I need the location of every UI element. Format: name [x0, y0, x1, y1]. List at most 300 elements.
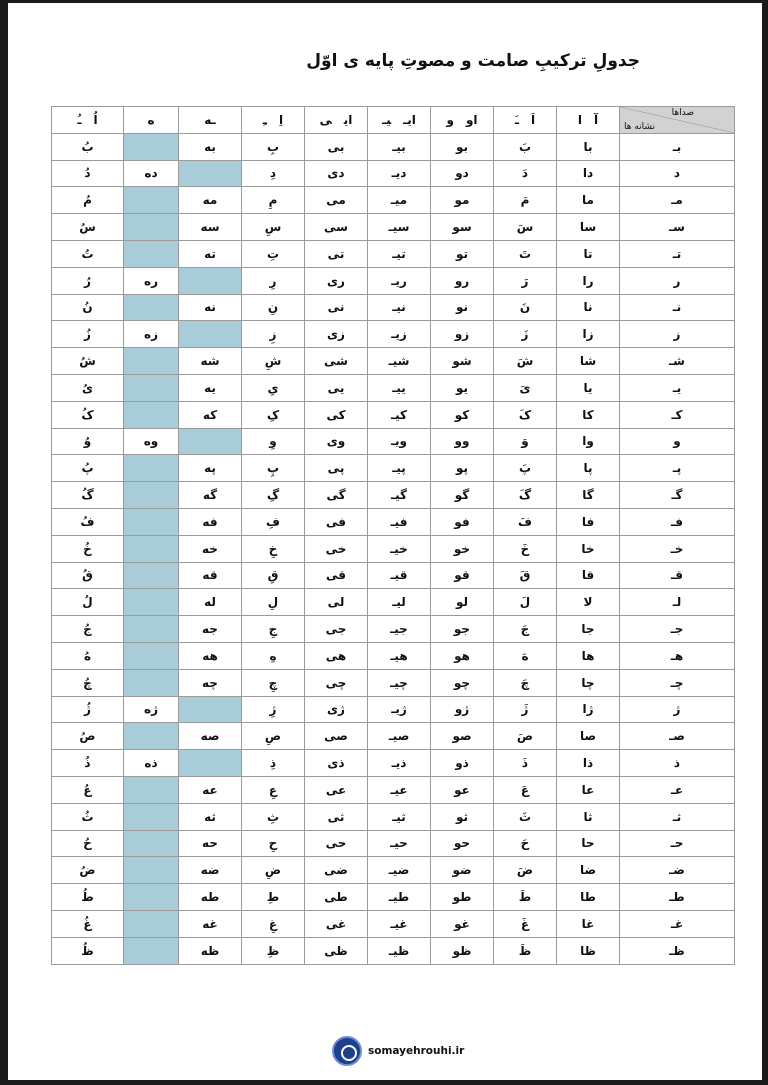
- syllable-cell: مِ: [242, 187, 305, 214]
- syllable-cell: رِ: [242, 267, 305, 294]
- syllable-cell: گِ: [242, 482, 305, 509]
- syllable-cell: قُ: [52, 562, 124, 589]
- table-row: [52, 857, 735, 884]
- syllable-cell: صا: [557, 723, 620, 750]
- syllable-cell: پَ: [494, 455, 557, 482]
- syllable-cell: زَ: [494, 321, 557, 348]
- table-row: [52, 267, 735, 294]
- consonant-cell: لـ: [620, 589, 735, 616]
- syllable-cell: غه: [179, 910, 242, 937]
- vowel-header-glyph: ا: [577, 112, 582, 127]
- table-row: [52, 803, 735, 830]
- consonant-cell: د: [620, 160, 735, 187]
- syllable-cell: جَ: [494, 616, 557, 643]
- shaded-cell: [124, 857, 179, 884]
- syllable-cell: تی: [305, 240, 368, 267]
- syllable-cell: رَ: [494, 267, 557, 294]
- consonant-cell: ثـ: [620, 803, 735, 830]
- syllable-cell: قَ: [494, 562, 557, 589]
- table-row: [52, 616, 735, 643]
- consonant-cell: طـ: [620, 884, 735, 911]
- syllable-cell: غو: [431, 910, 494, 937]
- consonant-cell: ضـ: [620, 857, 735, 884]
- consonant-cell: کـ: [620, 401, 735, 428]
- consonant-cell: ژ: [620, 696, 735, 723]
- syllable-cell: ذَ: [494, 750, 557, 777]
- syllable-cell: وا: [557, 428, 620, 455]
- syllable-cell: جِ: [242, 616, 305, 643]
- consonant-cell: پـ: [620, 455, 735, 482]
- syllable-cell: ثا: [557, 803, 620, 830]
- vowel-header-glyph: ـُ: [77, 112, 82, 127]
- syllable-cell: خَ: [494, 535, 557, 562]
- syllable-cell: پِ: [242, 455, 305, 482]
- syllable-cell: هُ: [52, 642, 124, 669]
- syllable-cell: دا: [557, 160, 620, 187]
- syllable-cell: ژَ: [494, 696, 557, 723]
- syllable-cell: ظَ: [494, 937, 557, 964]
- syllable-cell: ثیـ: [368, 803, 431, 830]
- syllable-cell: سا: [557, 214, 620, 241]
- shaded-cell: [124, 884, 179, 911]
- syllable-cell: کا: [557, 401, 620, 428]
- syllable-cell: فه: [179, 508, 242, 535]
- syllable-cell: دی: [305, 160, 368, 187]
- syllable-cell: می: [305, 187, 368, 214]
- syllable-cell: گه: [179, 482, 242, 509]
- syllable-cell: شو: [431, 348, 494, 375]
- table-row: [52, 374, 735, 401]
- syllable-cell: گی: [305, 482, 368, 509]
- syllable-cell: دو: [431, 160, 494, 187]
- syllable-cell: تا: [557, 240, 620, 267]
- page-title: جدولِ ترکیبِ صامت و مصوتِ پایه ی اوّل: [306, 51, 640, 71]
- syllable-cell: مُ: [52, 187, 124, 214]
- syllable-cell: طو: [431, 884, 494, 911]
- vowel-header-cell: [242, 107, 305, 134]
- syllable-cell: بی: [305, 133, 368, 160]
- syllable-cell: فِ: [242, 508, 305, 535]
- syllable-cell: هه: [179, 642, 242, 669]
- corner-header-cell: [620, 107, 735, 134]
- syllable-cell: گا: [557, 482, 620, 509]
- table-row: [52, 321, 735, 348]
- vowel-header-cell: [124, 107, 179, 134]
- syllable-cell: شا: [557, 348, 620, 375]
- table-row: [52, 160, 735, 187]
- syllable-cell: ضه: [179, 857, 242, 884]
- shaded-cell: [124, 294, 179, 321]
- syllable-cell: پا: [557, 455, 620, 482]
- syllable-cell: حا: [557, 830, 620, 857]
- syllable-cell: شیـ: [368, 348, 431, 375]
- syllable-cell: لیـ: [368, 589, 431, 616]
- syllable-cell: گُ: [52, 482, 124, 509]
- vowel-header-cell: [368, 107, 431, 134]
- header-row: [52, 107, 735, 134]
- syllable-cell: ضِ: [242, 857, 305, 884]
- syllable-cell: فُ: [52, 508, 124, 535]
- shaded-cell: [124, 240, 179, 267]
- consonant-cell: نـ: [620, 294, 735, 321]
- syllable-cell: خُ: [52, 535, 124, 562]
- syllable-cell: یَ: [494, 374, 557, 401]
- consonant-cell: ظـ: [620, 937, 735, 964]
- syllable-cell: جیـ: [368, 616, 431, 643]
- shaded-cell: [124, 723, 179, 750]
- consonant-cell: غـ: [620, 910, 735, 937]
- table-row: [52, 910, 735, 937]
- syllable-cell: زو: [431, 321, 494, 348]
- shaded-cell: [124, 937, 179, 964]
- shaded-cell: [124, 482, 179, 509]
- table-row: [52, 750, 735, 777]
- syllable-cell: پی: [305, 455, 368, 482]
- table-row: [52, 696, 735, 723]
- syllable-cell: عَ: [494, 776, 557, 803]
- table-row: [52, 133, 735, 160]
- syllable-cell: غیـ: [368, 910, 431, 937]
- consonant-cell: ز: [620, 321, 735, 348]
- syllable-cell: لُ: [52, 589, 124, 616]
- vowel-header-glyph: ی: [319, 112, 332, 127]
- vowel-header-glyph: ـه: [204, 112, 216, 127]
- table-row: [52, 508, 735, 535]
- syllable-cell: وُ: [52, 428, 124, 455]
- syllable-cell: طیـ: [368, 884, 431, 911]
- syllable-cell: ثه: [179, 803, 242, 830]
- syllable-cell: فا: [557, 508, 620, 535]
- syllable-cell: ثو: [431, 803, 494, 830]
- syllable-cell: صو: [431, 723, 494, 750]
- syllable-cell: عُ: [52, 776, 124, 803]
- vowel-header-glyph: و: [446, 112, 454, 127]
- table-row: [52, 240, 735, 267]
- syllable-cell: جه: [179, 616, 242, 643]
- syllable-cell: سَ: [494, 214, 557, 241]
- syllable-cell: حی: [305, 830, 368, 857]
- syllable-cell: ره: [124, 267, 179, 294]
- consonant-cell: خـ: [620, 535, 735, 562]
- syllable-cell: یا: [557, 374, 620, 401]
- syllable-cell: سو: [431, 214, 494, 241]
- syllable-cell: بو: [431, 133, 494, 160]
- syllable-cell: تُ: [52, 240, 124, 267]
- syllable-cell: کی: [305, 401, 368, 428]
- syllable-cell: ظا: [557, 937, 620, 964]
- consonant-cell: جـ: [620, 616, 735, 643]
- shaded-cell: [124, 910, 179, 937]
- syllable-cell: گَ: [494, 482, 557, 509]
- syllable-cell: عه: [179, 776, 242, 803]
- syllable-cell: بَ: [494, 133, 557, 160]
- syllable-cell: غُ: [52, 910, 124, 937]
- syllable-cell: هی: [305, 642, 368, 669]
- shaded-cell: [124, 776, 179, 803]
- syllable-cell: دَ: [494, 160, 557, 187]
- syllable-cell: غَ: [494, 910, 557, 937]
- syllable-cell: وِ: [242, 428, 305, 455]
- consonant-cell: و: [620, 428, 735, 455]
- table-row: [52, 401, 735, 428]
- syllable-cell: شِ: [242, 348, 305, 375]
- syllable-cell: ظی: [305, 937, 368, 964]
- syllable-cell: ده: [124, 160, 179, 187]
- syllable-cell: ظه: [179, 937, 242, 964]
- syllable-cell: وه: [124, 428, 179, 455]
- vowel-header-glyph: آ: [594, 112, 599, 127]
- shaded-cell: [179, 321, 242, 348]
- syllable-cell: غا: [557, 910, 620, 937]
- table-row: [52, 830, 735, 857]
- shaded-cell: [179, 696, 242, 723]
- syllable-cell: نیـ: [368, 294, 431, 321]
- table-row: [52, 776, 735, 803]
- consonant-cell: بـ: [620, 133, 735, 160]
- syllable-cell: خو: [431, 535, 494, 562]
- syllable-cell: جا: [557, 616, 620, 643]
- table-row: [52, 187, 735, 214]
- syllable-cell: که: [179, 401, 242, 428]
- vowel-header-cell: [305, 107, 368, 134]
- syllable-cell: قیـ: [368, 562, 431, 589]
- vowel-header-glyph: اَ: [530, 112, 536, 127]
- syllable-cell: زی: [305, 321, 368, 348]
- syllable-cell: زِ: [242, 321, 305, 348]
- vowel-header-glyph: ه: [147, 112, 155, 127]
- syllable-cell: نه: [179, 294, 242, 321]
- syllable-cell: تو: [431, 240, 494, 267]
- syllable-cell: ظِ: [242, 937, 305, 964]
- syllable-cell: عیـ: [368, 776, 431, 803]
- syllable-cell: قا: [557, 562, 620, 589]
- syllable-cell: صِ: [242, 723, 305, 750]
- syllable-cell: هِ: [242, 642, 305, 669]
- shaded-cell: [124, 669, 179, 696]
- vowel-header-cell: [431, 107, 494, 134]
- syllable-cell: یی: [305, 374, 368, 401]
- syllable-cell: فو: [431, 508, 494, 535]
- syllable-cell: طا: [557, 884, 620, 911]
- table-row: [52, 348, 735, 375]
- consonant-cell: مـ: [620, 187, 735, 214]
- shaded-cell: [124, 348, 179, 375]
- vowel-header-cell: [179, 107, 242, 134]
- table-row: [52, 294, 735, 321]
- syllable-cell: چو: [431, 669, 494, 696]
- shaded-cell: [179, 428, 242, 455]
- syllable-cell: گیـ: [368, 482, 431, 509]
- syllable-cell: وو: [431, 428, 494, 455]
- syllable-cell: ضا: [557, 857, 620, 884]
- table-row: [52, 884, 735, 911]
- shaded-cell: [124, 616, 179, 643]
- syllable-cell: رُ: [52, 267, 124, 294]
- consonant-cell: ر: [620, 267, 735, 294]
- syllable-cell: شی: [305, 348, 368, 375]
- vowel-header-cell: [494, 107, 557, 134]
- syllable-cell: عِ: [242, 776, 305, 803]
- syllable-cell: ته: [179, 240, 242, 267]
- syllable-cell: چه: [179, 669, 242, 696]
- syllable-cell: ثِ: [242, 803, 305, 830]
- syllable-cell: صُ: [52, 723, 124, 750]
- syllable-cell: صی: [305, 723, 368, 750]
- syllable-cell: ها: [557, 642, 620, 669]
- syllable-cell: وی: [305, 428, 368, 455]
- consonant-cell: شـ: [620, 348, 735, 375]
- syllable-cell: طُ: [52, 884, 124, 911]
- syllable-cell: ذیـ: [368, 750, 431, 777]
- syllable-cell: چا: [557, 669, 620, 696]
- syllable-cell: گو: [431, 482, 494, 509]
- syllable-cell: بُ: [52, 133, 124, 160]
- syllable-cell: جو: [431, 616, 494, 643]
- consonant-cell: فـ: [620, 508, 735, 535]
- syllable-cell: ثُ: [52, 803, 124, 830]
- syllable-cell: ضُ: [52, 857, 124, 884]
- syllable-cell: عی: [305, 776, 368, 803]
- corner-label-sounds: صداها: [671, 108, 694, 118]
- syllable-cell: لی: [305, 589, 368, 616]
- corner-label-signs: نشانه ها: [624, 121, 655, 132]
- consonant-cell: ذ: [620, 750, 735, 777]
- syllable-cell: غی: [305, 910, 368, 937]
- syllable-cell: مه: [179, 187, 242, 214]
- syllable-cell: نِ: [242, 294, 305, 321]
- syllable-cell: فَ: [494, 508, 557, 535]
- syllable-cell: ضو: [431, 857, 494, 884]
- syllable-cell: پو: [431, 455, 494, 482]
- vowel-header-cell: [557, 107, 620, 134]
- syllable-cell: لِ: [242, 589, 305, 616]
- syllable-cell: پُ: [52, 455, 124, 482]
- syllable-cell: جی: [305, 616, 368, 643]
- syllable-cell: مو: [431, 187, 494, 214]
- syllable-cell: لو: [431, 589, 494, 616]
- syllable-cell: چِ: [242, 669, 305, 696]
- shaded-cell: [124, 133, 179, 160]
- syllable-cell: نو: [431, 294, 494, 321]
- syllable-cell: خِ: [242, 535, 305, 562]
- syllable-cell: تَ: [494, 240, 557, 267]
- syllable-cell: چُ: [52, 669, 124, 696]
- table-row: [52, 589, 735, 616]
- syllable-cell: په: [179, 455, 242, 482]
- consonant-cell: تـ: [620, 240, 735, 267]
- syllable-cell: سه: [179, 214, 242, 241]
- syllable-cell: زه: [124, 321, 179, 348]
- syllable-cell: قی: [305, 562, 368, 589]
- syllable-cell: حو: [431, 830, 494, 857]
- syllable-cell: عا: [557, 776, 620, 803]
- shaded-cell: [124, 803, 179, 830]
- syllable-cell: کیـ: [368, 401, 431, 428]
- table-row: [52, 214, 735, 241]
- syllable-cell: به: [179, 133, 242, 160]
- syllable-cell: کُ: [52, 401, 124, 428]
- syllable-cell: غِ: [242, 910, 305, 937]
- consonant-cell: حـ: [620, 830, 735, 857]
- syllable-cell: صیـ: [368, 723, 431, 750]
- syllable-cell: ضی: [305, 857, 368, 884]
- syllable-cell: بِ: [242, 133, 305, 160]
- shaded-cell: [179, 267, 242, 294]
- syllable-cell: ذا: [557, 750, 620, 777]
- shaded-cell: [124, 187, 179, 214]
- syllable-cell: قو: [431, 562, 494, 589]
- syllable-cell: دِ: [242, 160, 305, 187]
- vowel-header-glyph: ایـ: [403, 112, 416, 127]
- syllable-cell: ژی: [305, 696, 368, 723]
- syllable-cell: ظو: [431, 937, 494, 964]
- vowel-header-glyph: او: [465, 112, 478, 127]
- syllable-cell: طَ: [494, 884, 557, 911]
- syllable-cell: با: [557, 133, 620, 160]
- syllable-cell: قِ: [242, 562, 305, 589]
- syllable-cell: ذو: [431, 750, 494, 777]
- consonant-cell: هـ: [620, 642, 735, 669]
- syllable-cell: جُ: [52, 616, 124, 643]
- syllable-cell: ژِ: [242, 696, 305, 723]
- table-row: [52, 562, 735, 589]
- syllable-cell: خه: [179, 535, 242, 562]
- syllable-cell: سیـ: [368, 214, 431, 241]
- document-page: [8, 3, 762, 1080]
- syllable-cell: ژا: [557, 696, 620, 723]
- syllable-cell: کَ: [494, 401, 557, 428]
- shaded-cell: [179, 750, 242, 777]
- shaded-cell: [124, 401, 179, 428]
- syllable-cell: بیـ: [368, 133, 431, 160]
- vowel-header-glyph: اُ: [93, 112, 98, 127]
- vowel-header-glyph: اِ: [278, 112, 284, 127]
- consonant-cell: چـ: [620, 669, 735, 696]
- syllable-cell: قه: [179, 562, 242, 589]
- vowel-header-glyph: ـِ: [262, 112, 267, 127]
- table-row: [52, 428, 735, 455]
- syllable-cell: ثی: [305, 803, 368, 830]
- table-row: [52, 455, 735, 482]
- syllable-cell: زُ: [52, 321, 124, 348]
- footer: [328, 1030, 468, 1070]
- website-link[interactable]: somayehrouhi.ir: [368, 1045, 465, 1057]
- shaded-cell: [124, 374, 179, 401]
- table-row: [52, 669, 735, 696]
- syllable-cell: کو: [431, 401, 494, 428]
- syllable-cell: حیـ: [368, 830, 431, 857]
- consonant-cell: سـ: [620, 214, 735, 241]
- syllable-cell: نُ: [52, 294, 124, 321]
- syllable-cell: ژه: [124, 696, 179, 723]
- syllable-cell: حُ: [52, 830, 124, 857]
- syllable-cell: لا: [557, 589, 620, 616]
- syllable-cell: ذی: [305, 750, 368, 777]
- syllable-cell: ذُ: [52, 750, 124, 777]
- table-row: [52, 723, 735, 750]
- syllable-cell: کِ: [242, 401, 305, 428]
- table-row: [52, 642, 735, 669]
- shaded-cell: [124, 830, 179, 857]
- table-row: [52, 535, 735, 562]
- syllable-cell: حِ: [242, 830, 305, 857]
- syllable-cell: ضیـ: [368, 857, 431, 884]
- syllable-cell: خیـ: [368, 535, 431, 562]
- syllable-cell: تِ: [242, 240, 305, 267]
- syllable-cell: ذِ: [242, 750, 305, 777]
- syllable-cell: ثَ: [494, 803, 557, 830]
- vowel-header-glyph: ـَ: [514, 112, 519, 127]
